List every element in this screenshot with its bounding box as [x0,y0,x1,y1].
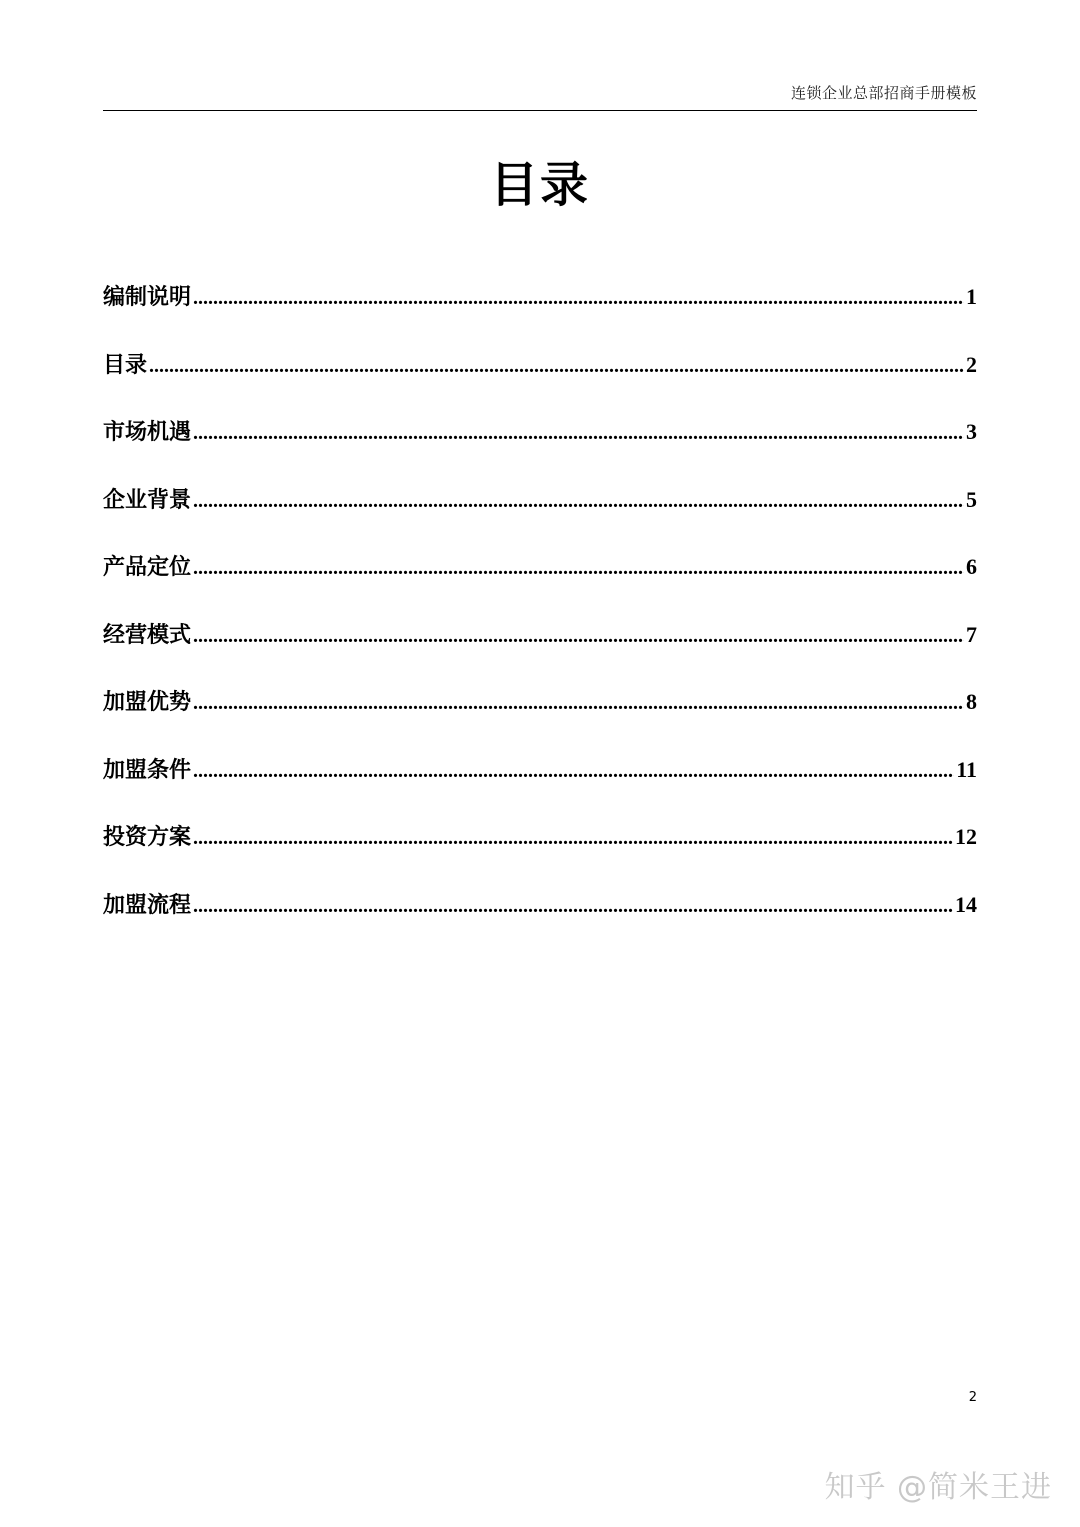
toc-dot-leader [193,827,953,850]
toc-entry-label: 经营模式 [103,622,192,648]
toc-dot-leader [193,490,964,513]
toc-entry-jiameng-tiaojian[interactable] [103,753,977,821]
toc-entry-shichang-jiyu[interactable] [103,415,977,483]
toc-entry-label: 目录 [103,352,148,378]
toc-entry-page: 3 [966,419,977,444]
running-header: 连锁企业总部招商手册模板 [790,84,977,102]
toc-dot-leader [193,625,964,648]
toc-entry-page: 6 [966,554,977,579]
toc-dot-leader [193,895,953,918]
toc-entry-page: 7 [966,621,977,647]
toc-entry-page: 11 [956,756,977,782]
table-of-contents [103,280,977,955]
page-title: 目录 [489,157,590,213]
toc-entry-touzi-fangan[interactable] [103,820,977,888]
toc-entry-jiameng-liucheng[interactable] [103,888,977,956]
toc-entry-label: 市场机遇 [103,420,192,445]
toc-entry-page: 2 [966,351,977,377]
toc-entry-label: 加盟条件 [103,757,192,783]
toc-entry-page: 8 [966,689,977,714]
toc-entry-chanpin-dingwei[interactable] [103,550,977,618]
header-rule [103,110,977,111]
toc-dot-leader [193,422,964,445]
toc-entry-page: 12 [955,824,977,849]
toc-dot-leader [193,287,964,310]
toc-dot-leader [149,355,964,378]
toc-entry-page: 5 [966,486,977,512]
watermark: 知乎 @简米王进 [824,1470,1052,1505]
toc-entry-mulu[interactable] [103,348,977,416]
toc-entry-page: 1 [966,284,977,309]
toc-entry-jiameng-youshi[interactable] [103,685,977,753]
toc-entry-qiye-beijing[interactable] [103,483,977,551]
page-number: 2 [968,1390,977,1405]
toc-entry-label: 加盟流程 [103,892,192,918]
toc-entry-bianzhi-shuoming[interactable] [103,280,977,348]
toc-entry-label: 编制说明 [103,285,192,310]
toc-entry-label: 企业背景 [103,487,192,513]
toc-entry-label: 加盟优势 [103,690,192,715]
toc-entry-label: 投资方案 [103,825,192,850]
toc-dot-leader [193,557,964,580]
toc-dot-leader [193,760,954,783]
toc-entry-jingying-moshi[interactable] [103,618,977,686]
toc-entry-label: 产品定位 [103,555,192,580]
toc-entry-page: 14 [955,891,977,917]
toc-dot-leader [193,692,964,715]
